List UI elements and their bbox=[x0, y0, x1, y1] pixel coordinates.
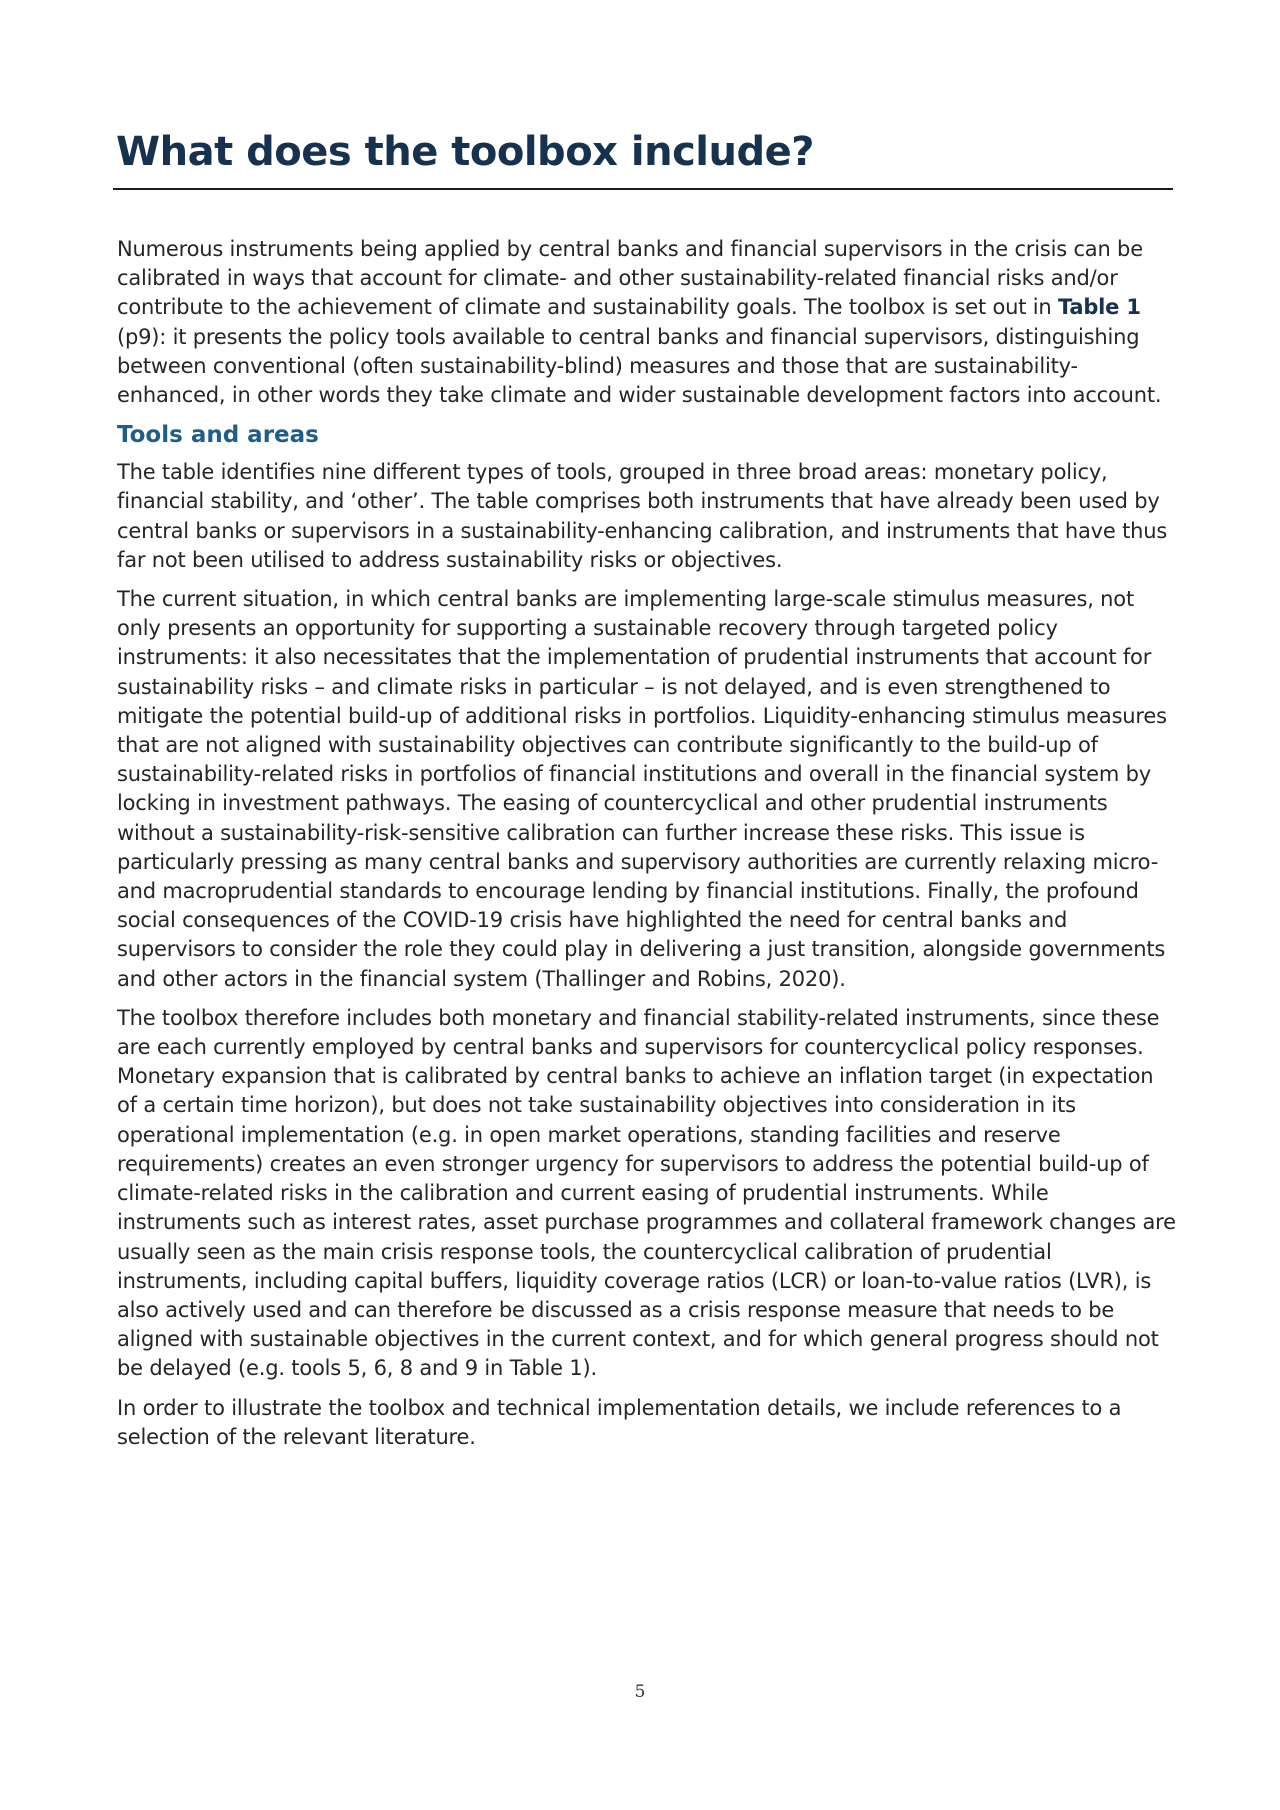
body-paragraph: The current situation, in which central banks are implementing large-scale stimulus measures, not only presents an opportunity for supporting a sustainable recovery through targeted policy instruments: it also necessitates that the implementation of prudential instruments that account for sustainability risks – and climate risks in particular – is not delayed, and is even strengthened to mitigate the potential build-up of additional risks in portfolios. Liquidity-enhancing stimulus measures that are not aligned with sustainability objectives can contribute significantly to the build-up of sustainability-related risks in portfolios of financial institutions and overall in the financial system by locking in investment pathways. The easing of countercyclical and other prudential instruments without a sustainability-risk-sensitive calibration can further increase these risks. This issue is particularly pressing as many central banks and supervisory authorities are currently relaxing micro- and macroprudential standards to encourage lending by financial institutions. Finally, the profound social consequences of the COVID-19 crisis have highlighted the need for central banks and supervisors to consider the role they could play in delivering a just transition, alongside governments and other actors in the financial system (Thallinger and Robins, 2020). bbox=[117, 587, 1167, 991]
section-heading: Tools and areas bbox=[117, 422, 319, 449]
intro-paragraph bbox=[117, 235, 1177, 410]
body-content bbox=[117, 235, 1177, 1462]
body-paragraph: The toolbox therefore includes both monetary and financial stability-related instruments, since these are each currently employed by central banks and supervisors for countercyclical policy responses. Monetary expansion that is calibrated by central banks to achieve an inflation target (in expectation of a certain time horizon), but does not take sustainability objectives into consideration in its operational implementation (e.g. in open market operations, standing facilities and reserve requirements) creates an even stronger urgency for supervisors to address the potential build-up of climate-related risks in the calibration and current easing of prudential instruments. While instruments such as interest rates, asset purchase programmes and collateral framework changes are usually seen as the main crisis response tools, the countercyclical calibration of prudential instruments, including capital buffers, liquidity coverage ratios (LCR) or loan-to-value ratios (LVR), is also actively used and can therefore be discussed as a crisis response measure that needs to be aligned with sustainable objectives in the current context, and for which general progress should not be delayed (e.g. tools 5, 6, 8 and 9 in Table 1). bbox=[117, 1005, 1176, 1381]
body-paragraph: In order to illustrate the toolbox and technical implementation details, we include references to a selection of the relevant literature. bbox=[117, 1395, 1122, 1449]
table-reference: Table 1 bbox=[1057, 295, 1141, 320]
body-paragraph: The table identifies nine different types of tools, grouped in three broad areas: monetary policy, financial stability, and ‘other’. The table comprises both instruments that have already been used by central banks or supervisors in a sustainability-enhancing calibration, and instruments that have thus far not been utilised to address sustainability risks or objectives. bbox=[117, 460, 1168, 572]
title-divider bbox=[113, 188, 1173, 190]
page-number: 5 bbox=[634, 1682, 646, 1702]
intro-text-end: (p9): it presents the policy tools available to central banks and financial supervisors, distinguishing between conventional (often sustainability-blind) measures and those that are sustainability-enhanced, in other words they take climate and wider sustainable development factors into account. bbox=[117, 324, 1162, 408]
intro-text-start: Numerous instruments being applied by central banks and financial supervisors in the crisis can be calibrated in ways that account for climate- and other sustainability-related financial risks and/or contribute to the achievement of climate and sustainability goals. The toolbox is set out in bbox=[117, 237, 1143, 320]
page-title: What does the toolbox include? bbox=[116, 129, 814, 175]
